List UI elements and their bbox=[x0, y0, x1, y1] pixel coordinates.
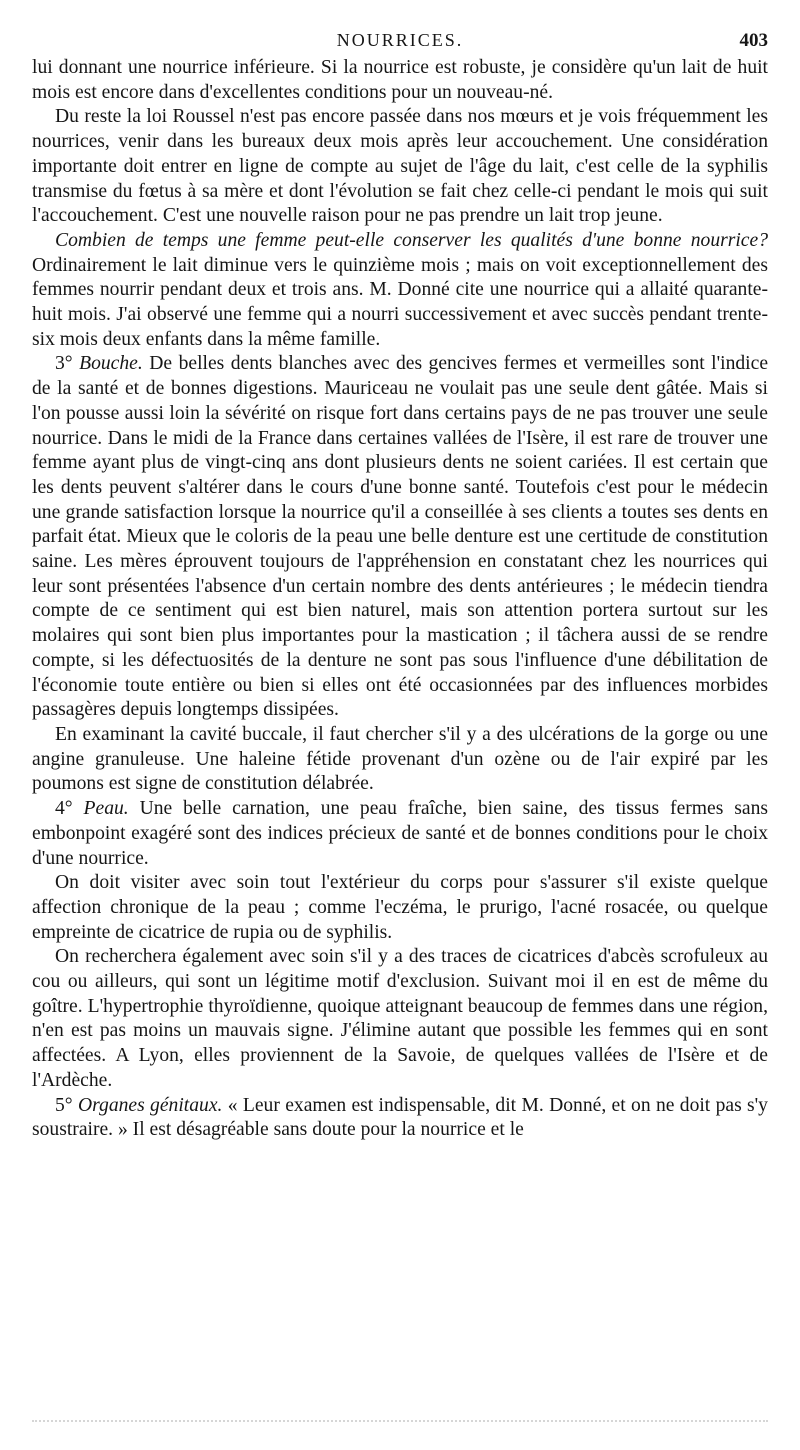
section-number: 3° bbox=[55, 353, 73, 375]
section-heading: Bouche. bbox=[79, 353, 143, 375]
running-title: NOURRICES. bbox=[336, 30, 464, 50]
paragraph-section-genitals bbox=[32, 1094, 768, 1143]
italic-lead: Combien de temps une femme peut-elle conserver les qualités d'une bonne nourrice? bbox=[55, 229, 768, 251]
paragraph bbox=[32, 723, 768, 797]
paragraph bbox=[32, 105, 768, 229]
paragraph-text: Ordinairement le lait diminue vers le quinzième mois ; mais on voit exceptionnellement des femmes nourrir pendant deux et trois ans. M. Donné cite une nourrice qui a allaité quarante-huit mois. J'ai observé une femme qui a nourri successivement et avec succès pendant trente-six mois deux enfants dans la même famille. bbox=[32, 254, 768, 350]
paragraph-text: On recherchera également avec soin s'il y a des traces de cicatrices d'abcès scrofuleux au cou ou ailleurs, qui sont un légitime motif d'exclusion. Suivant moi il en est de même du goître. L'hypertrophie thyroïdienne, quoique atteignant beaucoup de femmes dans une région, n'en est pas moins un mauvais signe. J'élimine autant que possible les femmes qui en sont affectées. A Lyon, elles proviennent de la Savoie, de quelques vallées de l'Isère et de l'Ardèche. bbox=[32, 946, 768, 1091]
paragraph-continued bbox=[32, 56, 768, 105]
section-number: 5° bbox=[55, 1094, 73, 1116]
page-number: 403 bbox=[739, 30, 768, 51]
paragraph-text: En examinant la cavité buccale, il faut chercher s'il y a des ulcérations de la gorge ou une angine granuleuse. Une haleine fétide provenant d'un ozène ou de l'air expiré par les poumons est signe de constitution délabrée. bbox=[32, 723, 768, 795]
paragraph-section-skin bbox=[32, 797, 768, 871]
section-heading: Organes génitaux. bbox=[77, 1094, 223, 1116]
paragraph-text: De belles dents blanches avec des gencives fermes et vermeilles sont l'indice de la santé et de bonnes digestions. Mauriceau ne voulait pas une seule dent gâtée. Mais si l'on pousse aussi loin la sévérité on risque fort dans certains pays de ne pas trouver une seule nourrice. Dans le midi de la France dans certaines vallées de l'Isère, il est rare de trouver une femme ayant plus de vingt-cinq ans dont plusieurs dents ne soient cariées. Il est certain que les dents peuvent s'altérer dans le cours d'une bonne santé. Toutefois c'est pour le médecin une grande satisfaction lorsque la nourrice qu'il a conseillée à ses clients a toutes ses dents en parfait état. Mieux que le coloris de la peau une belle denture est une certitude de constitution saine. Les mères éprouvent toujours de l'appréhension en constatant chez les nourrices qui leur sont présentées l'absence d'un certain nombre des dents antérieures ; le médecin tiendra compte de ce sentiment qui est bien naturel, mais son attention portera surtout sur les molaires qui sont bien plus importantes pour la mastication ; il tâchera aussi de se rendre compte, si les défectuosités de la denture ne sont pas sous l'influence d'une débilitation de l'économie toute entière ou bien si elles ont été occasionnées par des influences morbides passagères depuis longtemps dissipées. bbox=[32, 353, 769, 721]
paragraph bbox=[32, 945, 768, 1093]
section-number: 4° bbox=[55, 798, 73, 820]
paragraph-text: lui donnant une nourrice inférieure. Si la nourrice est robuste, je considère qu'un lait de huit mois est encore dans d'excellentes conditions pour un nouveau-né. bbox=[32, 57, 768, 103]
paragraph-text: On doit visiter avec soin tout l'extérieur du corps pour s'assurer s'il existe quelque affection chronique de la peau ; comme l'eczéma, le prurigo, l'acné rosacée, ou quelque empreinte de cicatrice de rupia ou de syphilis. bbox=[32, 872, 768, 943]
section-heading: Peau. bbox=[83, 798, 129, 820]
page-header bbox=[32, 28, 768, 54]
paragraph-question bbox=[32, 229, 768, 353]
paragraph-text: Une belle carnation, une peau fraîche, bien saine, des tissus fermes sans embonpoint exagéré sont des indices précieux de santé et de bonnes conditions pour le choix d'une nourrice. bbox=[32, 798, 768, 869]
paragraph-section-mouth bbox=[32, 352, 768, 723]
text-body bbox=[32, 56, 768, 1143]
paragraph bbox=[32, 871, 768, 945]
paragraph-text: Du reste la loi Roussel n'est pas encore passée dans nos mœurs et je vois fréquemment les nourrices, venir dans les bureaux deux mois après leur accouchement. Une considération importante doit entrer en ligne de compte au sujet de l'âge du lait, c'est celle de la syphilis transmise du fœtus à sa mère et dont l'évolution se fait chez celle-ci pendant le mois qui suit l'accouchement. C'est une nouvelle raison pour ne pas prendre un lait trop jeune. bbox=[32, 106, 768, 227]
paragraph-text: « Leur examen est indispensable, dit M. Donné, et on ne doit pas s'y soustraire. » Il est désagréable sans doute pour la nourrice et le bbox=[32, 1094, 768, 1141]
scan-artifact bbox=[32, 1412, 768, 1422]
